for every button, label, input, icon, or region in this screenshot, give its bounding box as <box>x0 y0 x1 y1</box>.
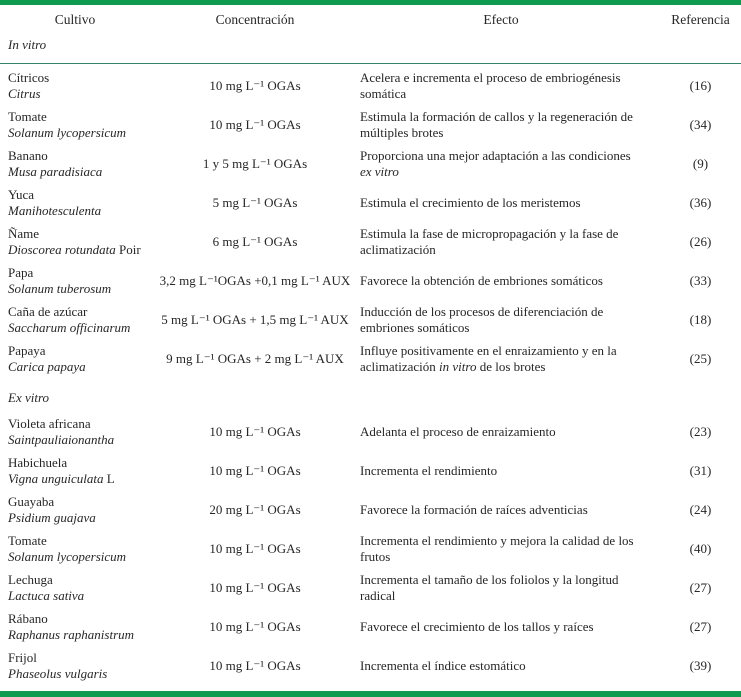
reference-cell: (9) <box>692 155 709 171</box>
table-bottom-border <box>0 691 741 697</box>
concentration-cell: 10 mg L⁻¹ OGAs <box>209 116 301 132</box>
table-row <box>0 183 741 222</box>
crop-cell <box>0 572 150 604</box>
effect-cell: Estimula la fase de micropropagación y la fase de aclimatización <box>360 225 619 257</box>
crop-common-name: Tomate <box>8 532 47 548</box>
crop-scientific-name: Musa paradisiaca <box>8 163 103 179</box>
concentration-cell: 10 mg L⁻¹ OGAs <box>209 77 301 93</box>
crop-scientific-name: Phaseolus vulgaris <box>8 665 108 681</box>
crop-scientific-name: Saccharum officinarum <box>8 319 131 335</box>
crop-cell <box>0 226 150 258</box>
column-header-efecto: Efecto <box>483 12 519 27</box>
reference-cell: (31) <box>689 462 712 478</box>
crop-common-name: Guayaba <box>8 493 55 509</box>
concentration-cell: 10 mg L⁻¹ OGAs <box>209 657 301 673</box>
crop-common-name: Tomate <box>8 108 47 124</box>
effect-cell: Estimula la formación de callos y la regeneración de múltiples brotes <box>360 108 633 140</box>
concentration-cell: 20 mg L⁻¹ OGAs <box>209 501 301 517</box>
table-row <box>0 451 741 490</box>
crop-scientific-name: Solanum tuberosum <box>8 280 112 296</box>
concentration-cell: 6 mg L⁻¹ OGAs <box>212 233 298 249</box>
crop-cell <box>0 416 150 448</box>
column-header-concentracion: Concentración <box>215 12 295 27</box>
crop-scientific-name: Raphanus raphanistrum <box>8 626 135 642</box>
crop-common-name: Cítricos <box>8 69 50 85</box>
effect-cell: Incrementa el tamaño de los foliolos y la longitud radical <box>360 571 619 603</box>
reference-cell: (25) <box>689 350 712 366</box>
crop-scientific-name: Manihotesculenta <box>8 202 102 218</box>
crop-common-name: Habichuela <box>8 454 68 470</box>
table-row <box>0 490 741 529</box>
crop-cell <box>0 70 150 102</box>
column-header-cultivo: Cultivo <box>54 12 96 27</box>
table-row <box>0 339 741 378</box>
table-row <box>0 412 741 451</box>
effect-cell: Favorece el crecimiento de los tallos y raíces <box>360 618 594 634</box>
crop-cell <box>0 455 150 487</box>
reference-cell: (26) <box>689 233 712 249</box>
table-row <box>0 105 741 144</box>
crop-cell <box>0 109 150 141</box>
effect-cell: Proporciona una mejor adaptación a las condiciones ex vitro <box>360 147 631 179</box>
concentration-cell: 10 mg L⁻¹ OGAs <box>209 579 301 595</box>
table-row <box>0 646 741 685</box>
reference-cell: (36) <box>689 194 712 210</box>
concentration-cell: 10 mg L⁻¹ OGAs <box>209 462 301 478</box>
crop-cell <box>0 265 150 297</box>
crop-cell <box>0 187 150 219</box>
section-label-in-vitro: In vitro <box>0 31 741 64</box>
crop-scientific-name: Solanum lycopersicum <box>8 124 127 140</box>
table-row <box>0 261 741 300</box>
crop-common-name: Caña de azúcar <box>8 303 88 319</box>
reference-cell: (33) <box>689 272 712 288</box>
reference-cell: (39) <box>689 657 712 673</box>
table-header-row <box>0 5 741 31</box>
crop-common-name: Yuca <box>8 186 34 202</box>
crop-cell <box>0 533 150 565</box>
column-header-referencia: Referencia <box>671 12 730 27</box>
crop-cell <box>0 494 150 526</box>
crop-scientific-name: Carica papaya <box>8 358 86 374</box>
effect-cell: Favorece la formación de raíces adventicias <box>360 501 588 517</box>
effect-cell: Inducción de los procesos de diferenciación de embriones somáticos <box>360 303 604 335</box>
crop-common-name: Violeta africana <box>8 415 91 431</box>
concentration-cell: 5 mg L⁻¹ OGAs + 1,5 mg L⁻¹ AUX <box>161 311 349 327</box>
crop-common-name: Banano <box>8 147 48 163</box>
crop-cell <box>0 650 150 682</box>
reference-cell: (40) <box>689 540 712 556</box>
crop-common-name: Papa <box>8 264 34 280</box>
table-row <box>0 66 741 105</box>
concentration-cell: 10 mg L⁻¹ OGAs <box>209 540 301 556</box>
effect-cell: Adelanta el proceso de enraizamiento <box>360 423 556 439</box>
reference-cell: (23) <box>689 423 712 439</box>
effect-cell: Incrementa el rendimiento y mejora la calidad de los frutos <box>360 532 634 564</box>
crop-common-name: Ñame <box>8 225 40 241</box>
crop-scientific-name: Citrus <box>8 85 41 101</box>
crop-common-name: Frijol <box>8 649 37 665</box>
table-row <box>0 222 741 261</box>
crop-cell <box>0 611 150 643</box>
crop-scientific-name: Solanum lycopersicum <box>8 548 127 564</box>
section-label-ex-vitro: Ex vitro <box>8 390 50 405</box>
concentration-cell: 1 y 5 mg L⁻¹ OGAs <box>202 155 308 171</box>
concentration-cell: 9 mg L⁻¹ OGAs + 2 mg L⁻¹ AUX <box>166 350 344 366</box>
effect-cell: Estimula el crecimiento de los meristemos <box>360 194 581 210</box>
table-row <box>0 568 741 607</box>
reference-cell: (18) <box>689 311 712 327</box>
effect-cell: Incrementa el índice estomático <box>360 657 526 673</box>
crop-scientific-name: Dioscorea rotundata Poir <box>8 241 141 257</box>
effect-cell: Acelera e incrementa el proceso de embriogénesis somática <box>360 69 621 101</box>
concentration-cell: 10 mg L⁻¹ OGAs <box>209 618 301 634</box>
reference-cell: (16) <box>689 77 712 93</box>
table-row <box>0 144 741 183</box>
concentration-cell: 10 mg L⁻¹ OGAs <box>209 423 301 439</box>
reference-cell: (24) <box>689 501 712 517</box>
crop-common-name: Papaya <box>8 342 46 358</box>
crop-common-name: Lechuga <box>8 571 53 587</box>
crop-scientific-name: Psidium guajava <box>8 509 96 525</box>
crop-common-name: Rábano <box>8 610 48 626</box>
table-row <box>0 529 741 568</box>
reference-cell: (27) <box>689 618 712 634</box>
effect-cell: Favorece la obtención de embriones somáticos <box>360 272 603 288</box>
effect-cell: Incrementa el rendimiento <box>360 462 498 478</box>
crop-scientific-name: Lactuca sativa <box>8 587 85 603</box>
crop-cell <box>0 148 150 180</box>
reference-cell: (27) <box>689 579 712 595</box>
concentration-cell: 5 mg L⁻¹ OGAs <box>212 194 298 210</box>
crop-scientific-name: Saintpauliaionantha <box>8 431 115 447</box>
crop-cell <box>0 343 150 375</box>
reference-cell: (34) <box>689 116 712 132</box>
concentration-cell: 3,2 mg L⁻¹OGAs +0,1 mg L⁻¹ AUX <box>159 272 351 288</box>
table-row <box>0 607 741 646</box>
crop-cell <box>0 304 150 336</box>
table-row <box>0 300 741 339</box>
table-body <box>0 31 741 685</box>
crop-scientific-name: Vigna unguiculata L <box>8 470 115 486</box>
effect-cell: Influye positivamente en el enraizamiento y en la aclimatización in vitro de los brotes <box>360 342 617 374</box>
